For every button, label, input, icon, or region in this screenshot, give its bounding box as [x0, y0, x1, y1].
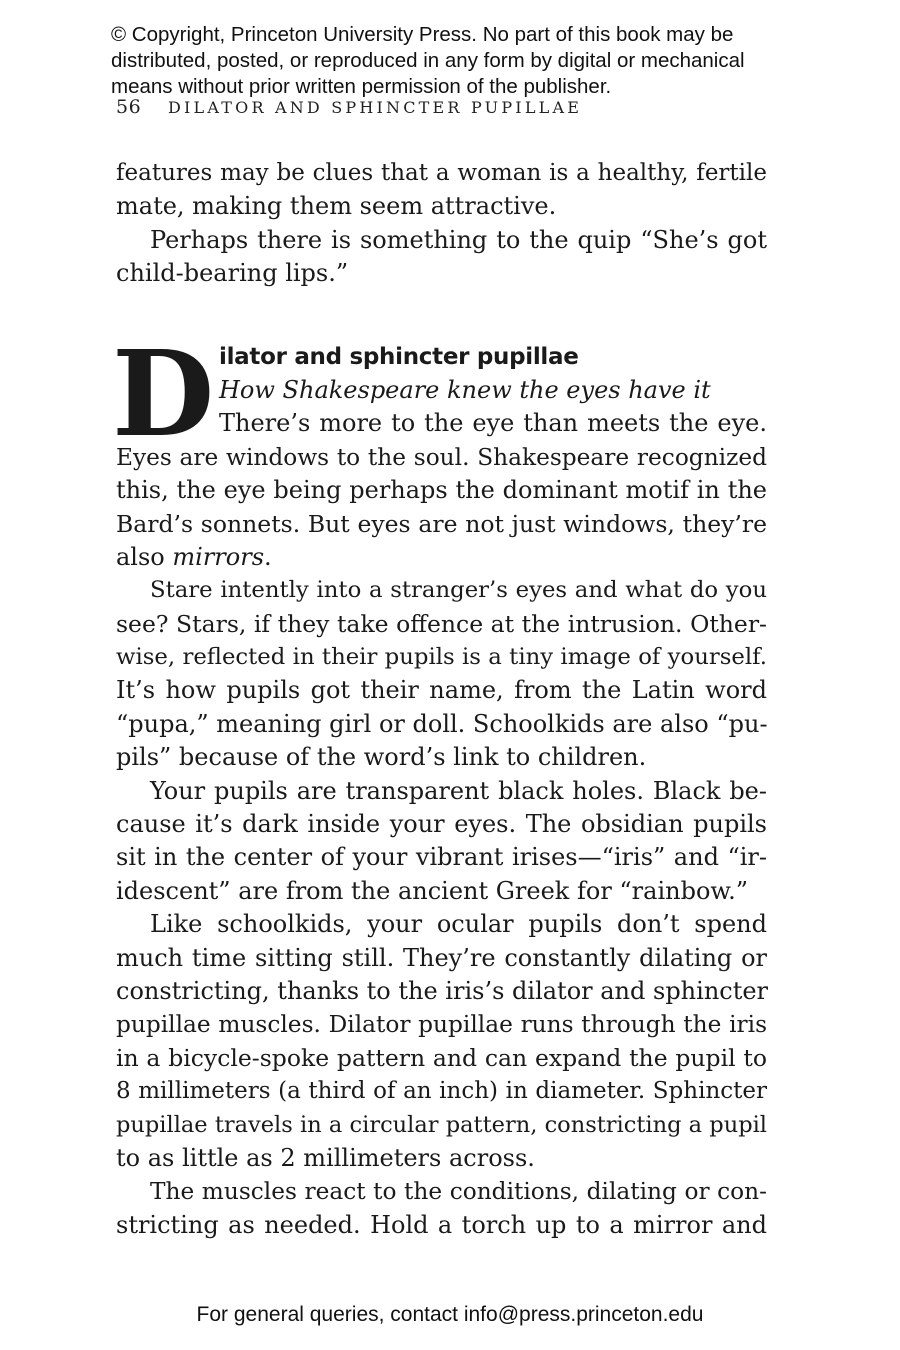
- body-text: [112, 157, 769, 1242]
- text-line: Perhaps there is something to the quip “She’s got: [150, 225, 767, 254]
- text-fragment: .: [264, 542, 272, 571]
- text-line: pupillae muscles. Dilator pupillae runs through the iris: [116, 1011, 767, 1039]
- text-line: to as little as 2 millimeters across.: [116, 1143, 535, 1172]
- running-head: [116, 96, 582, 118]
- text-line: idescent” are from the ancient Greek for “rainbow.”: [116, 876, 749, 905]
- copyright-line: means without prior written permission of the publisher.: [111, 75, 612, 98]
- text-line: 8 millimeters (a third of an inch) in diameter. Sphincter: [116, 1078, 767, 1105]
- text-line: It’s how pupils got their name, from the Latin word: [116, 676, 767, 705]
- running-head-title: DILATOR AND SPHINCTER PUPILLAE: [168, 98, 583, 117]
- text-line: stricting as needed. Hold a torch up to a mirror and: [116, 1210, 767, 1239]
- copyright-line: distributed, posted, or reproduced in any form by digital or mechanical: [111, 49, 745, 72]
- text-line: pils” because of the word’s link to children.: [116, 743, 647, 772]
- text-line: much time sitting still. They’re constantly dilating or: [116, 943, 767, 972]
- text-line: Your pupils are transparent black holes. Black be-: [150, 776, 767, 805]
- text-line: sit in the center of your vibrant irises—“iris” and “ir-: [116, 843, 767, 872]
- footer-contact: For general queries, contact info@press.princeton.edu: [196, 1303, 704, 1326]
- text-line: Bard’s sonnets. But eyes are not just windows, they’re: [116, 509, 767, 538]
- text-line: There’s more to the eye than meets the eye.: [219, 409, 767, 438]
- text-line: features may be clues that a woman is a healthy, fertile: [116, 160, 767, 186]
- text-line: wise, reflected in their pupils is a tiny image of yourself.: [116, 644, 767, 671]
- text-line: see? Stars, if they take offence at the intrusion. Other-: [116, 609, 767, 638]
- text-line: pupillae travels in a circular pattern, constricting a pupil: [116, 1111, 767, 1138]
- section-subheading: How Shakespeare knew the eyes have it: [219, 375, 711, 404]
- text-fragment: also: [116, 542, 173, 571]
- copyright-notice: [111, 22, 831, 100]
- page-number: 56: [116, 96, 142, 118]
- text-line: child-bearing lips.”: [116, 259, 349, 288]
- text-line: The muscles react to the conditions, dilating or con-: [150, 1178, 767, 1206]
- drop-cap: D: [112, 323, 215, 463]
- text-line: Like schoolkids, your ocular pupils don’t spend: [150, 910, 767, 939]
- text-line: constricting, thanks to the iris’s dilator and sphincter: [116, 976, 769, 1005]
- copyright-line: © Copyright, Princeton University Press. No part of this book may be: [111, 23, 734, 46]
- text-line: Stare intently into a stranger’s eyes and what do you: [150, 577, 767, 604]
- text-line: in a bicycle-spoke pattern and can expand the pupil to: [116, 1043, 767, 1072]
- section-heading: ilator and sphincter pupillae: [219, 343, 579, 370]
- text-line: cause it’s dark inside your eyes. The obsidian pupils: [116, 810, 767, 839]
- text-line: this, the eye being perhaps the dominant motif in the: [116, 476, 767, 505]
- text-line: Eyes are windows to the soul. Shakespeare recognized: [116, 443, 767, 471]
- text-line: mate, making them seem attractive.: [116, 192, 557, 221]
- text-line: [116, 541, 767, 574]
- text-line: “pupa,” meaning girl or doll. Schoolkids are also “pu-: [116, 709, 768, 738]
- emphasis: mirrors: [172, 542, 265, 571]
